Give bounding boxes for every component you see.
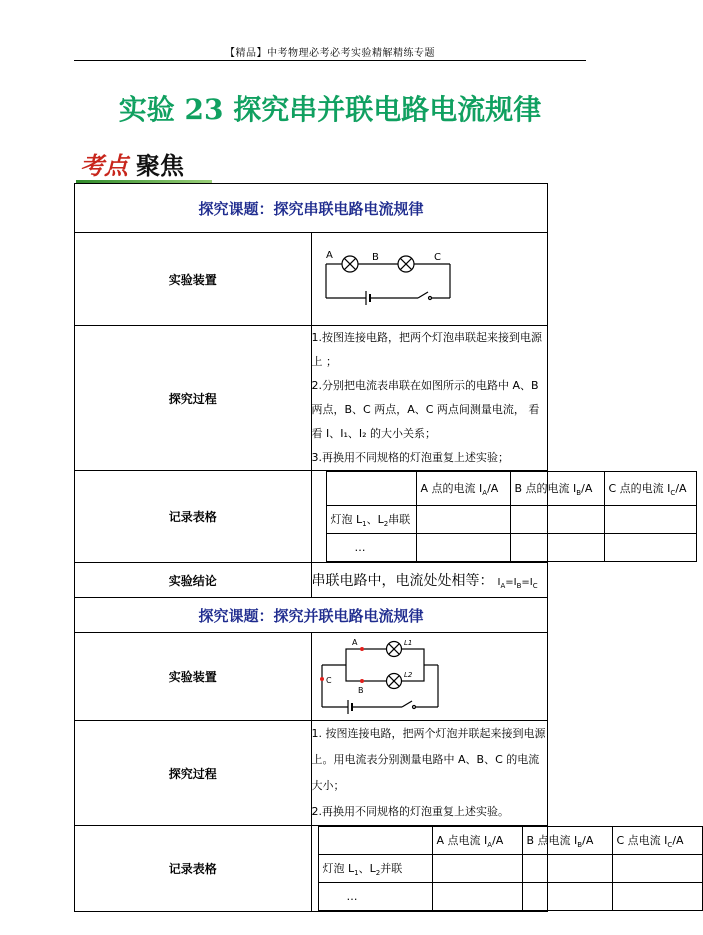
series-row-2-label: … (326, 534, 416, 562)
series-steps (311, 326, 548, 471)
parallel-row-1-c[interactable] (612, 855, 702, 883)
parallel-row-1-b[interactable] (522, 855, 612, 883)
series-conclusion-formula: $I_A=I_B=I_C$ (497, 577, 538, 590)
parallel-row-2-a[interactable] (432, 883, 522, 911)
parallel-topic: 探究课题：探究并联电路电流规律 (75, 598, 548, 633)
experiment-table (74, 183, 687, 912)
series-row-1-b[interactable] (510, 506, 604, 534)
parallel-step-2: 2.再换用不同规格的灯泡重复上述实验。 (311, 805, 509, 818)
series-record-cell (311, 471, 687, 563)
series-apparatus-label: 实验装置 (75, 233, 312, 326)
series-conclusion-label: 实验结论 (75, 563, 312, 598)
series-header-c: C 点的电流 $I_C/A$ (604, 472, 696, 506)
series-point-a: A (325, 250, 333, 261)
parallel-point-a: A (351, 637, 357, 647)
series-conclusion-text: 串联电路中，电流处处相等： (311, 573, 494, 589)
series-record-label: 记录表格 (75, 471, 312, 563)
series-row-1-c[interactable] (604, 506, 696, 534)
parallel-header-empty (318, 827, 432, 855)
series-header-empty (326, 472, 416, 506)
series-step-3: 3.再换用不同规格的灯泡重复上述实验； (311, 451, 509, 464)
header-rule (74, 60, 586, 61)
series-point-b: B (371, 252, 379, 263)
series-row-1-label: 灯泡 $L_1$、$L_2$串联 (326, 506, 416, 534)
parallel-step-1: 1. 按图连接电路，把两个灯泡并联起来接到电源上。用电流表分别测量电路中 A、B、C 的电流大小； (311, 727, 546, 792)
series-record-table (326, 471, 697, 562)
banner-part2: 聚焦 (136, 151, 184, 180)
parallel-apparatus-cell (311, 633, 548, 721)
parallel-point-c: C (325, 675, 332, 685)
page-title: 实验 23 探究串并联电路电流规律 (118, 93, 542, 126)
parallel-record-label: 记录表格 (75, 826, 312, 912)
parallel-record-cell (311, 826, 684, 912)
series-header-a: A 点的电流 $I_A/A$ (416, 472, 510, 506)
parallel-lamp-l1: L1 (403, 638, 412, 647)
parallel-row-1-a[interactable] (432, 855, 522, 883)
parallel-row-2-b[interactable] (522, 883, 612, 911)
parallel-header-c: C 点电流 $I_C/A$ (612, 827, 702, 855)
series-step-1: 1.按图连接电路，把两个灯泡串联起来接到电源上 ； (311, 331, 542, 368)
parallel-steps (311, 721, 548, 826)
parallel-lamp-l2: L2 (403, 670, 412, 679)
series-header-b: B 点的电流 $I_B/A$ (510, 472, 604, 506)
series-row-1-a[interactable] (416, 506, 510, 534)
parallel-header-b: B 点电流 $I_B/A$ (522, 827, 612, 855)
parallel-row-1-label: 灯泡 $L_1$、$L_2$并联 (318, 855, 432, 883)
parallel-row-2-label: … (318, 883, 432, 911)
parallel-process-label: 探究过程 (75, 721, 312, 826)
series-process-label: 探究过程 (75, 326, 312, 471)
series-point-c: C (433, 252, 441, 263)
focus-banner (80, 146, 184, 180)
banner-part1: 考点 (80, 151, 128, 180)
series-row-2-b[interactable] (510, 534, 604, 562)
series-row-2-c[interactable] (604, 534, 696, 562)
series-row-2-a[interactable] (416, 534, 510, 562)
series-conclusion (311, 563, 548, 598)
parallel-circuit-diagram (316, 635, 446, 719)
series-apparatus-cell (311, 233, 548, 326)
parallel-point-b: B (357, 685, 363, 695)
parallel-record-table (318, 826, 703, 911)
series-circuit-diagram (320, 236, 480, 322)
parallel-apparatus-label: 实验装置 (75, 633, 312, 721)
parallel-row-2-c[interactable] (612, 883, 702, 911)
parallel-header-a: A 点电流 $I_A/A$ (432, 827, 522, 855)
series-topic: 探究课题：探究串联电路电流规律 (75, 184, 548, 233)
series-step-2: 2.分别把电流表串联在如图所示的电路中 A、B 两点，B、C 两点，A、C 两点间测量电流， 看看 I、I₁、I₂ 的大小关系； (311, 379, 540, 440)
page-header: 【精品】中考物理必考必考实验精解精练专题 (225, 48, 435, 59)
